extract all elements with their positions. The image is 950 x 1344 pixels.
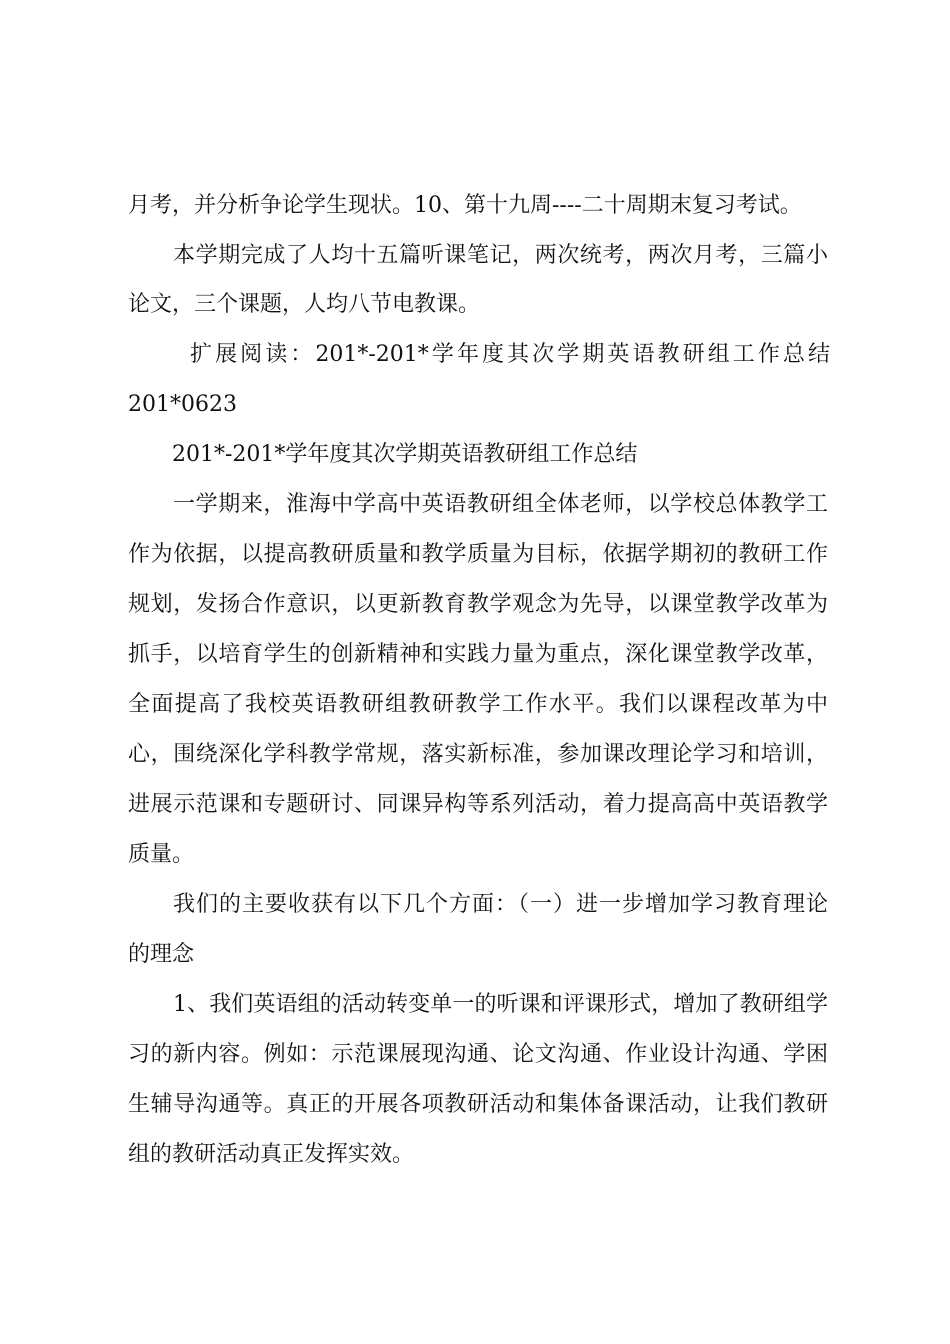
text-line: 全面提高了我校英语教研组教研教学工作水平。我们以课程改革为中 xyxy=(128,692,828,717)
text-line: 规划，发扬合作意识，以更新教育教学观念为先导，以课堂教学改革为 xyxy=(128,592,828,617)
text-line: 201*0623 xyxy=(128,392,237,417)
text-line: 组的教研活动真正发挥实效。 xyxy=(128,1142,415,1167)
text-line: 抓手，以培育学生的创新精神和实践力量为重点，深化课堂教学改革， xyxy=(128,642,828,667)
text-line: 的理念 xyxy=(128,942,195,967)
text-line: 一学期来，淮海中学高中英语教研组全体老师，以学校总体教学工 xyxy=(173,492,828,517)
text-line: 论文，三个课题，人均八节电教课。 xyxy=(128,292,481,317)
document-title: 201*-201*学年度其次学期英语教研组工作总结 xyxy=(172,442,638,467)
text-line: 作为依据，以提高教研质量和教学质量为目标，依据学期初的教研工作 xyxy=(128,542,828,567)
text-line: 生辅导沟通等。真正的开展各项教研活动和集体备课活动，让我们教研 xyxy=(128,1092,828,1117)
text-line: 质量。 xyxy=(128,842,195,867)
text-line: 月考，并分析争论学生现状。10、第十九周----二十周期末复习考试。 xyxy=(128,193,802,218)
text-line: 我们的主要收获有以下几个方面：（一）进一步增加学习教育理论 xyxy=(173,892,828,917)
text-line: 习的新内容。例如：示范课展现沟通、论文沟通、作业设计沟通、学困 xyxy=(128,1042,828,1067)
section-heading: 扩展阅读：201*-201*学年度其次学期英语教研组工作总结 xyxy=(190,342,830,367)
text-line: 本学期完成了人均十五篇听课笔记，两次统考，两次月考，三篇小 xyxy=(173,243,828,268)
text-line: 1、我们英语组的活动转变单一的听课和评课形式，增加了教研组学 xyxy=(173,992,828,1017)
text-line: 心，围绕深化学科教学常规，落实新标准，参加课改理论学习和培训， xyxy=(128,742,828,767)
text-line: 进展示范课和专题研讨、同课异构等系列活动，着力提高高中英语教学 xyxy=(128,792,828,817)
